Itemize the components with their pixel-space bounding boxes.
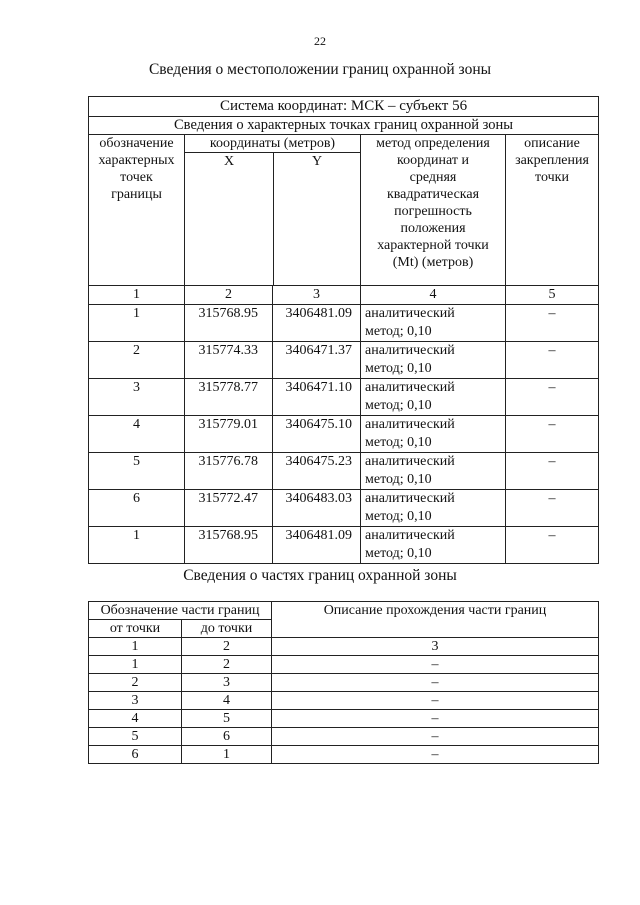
header-line: закрепления [515, 153, 589, 168]
description-cell: – [506, 305, 599, 342]
header-point-designation [89, 135, 185, 286]
part-description-cell: – [272, 692, 599, 710]
header-line: метод определения [376, 136, 490, 151]
table-row [89, 379, 599, 416]
description-cell: – [506, 342, 599, 379]
table-row [89, 453, 599, 490]
y-cell: 3406481.09 [273, 527, 361, 564]
method-line: метод; 0,10 [365, 546, 432, 561]
method-line: метод; 0,10 [365, 398, 432, 413]
y-cell: 3406471.10 [273, 379, 361, 416]
column-headers-row [89, 135, 599, 286]
point-cell: 1 [89, 527, 185, 564]
y-cell: 3406475.10 [273, 416, 361, 453]
header-line: границы [111, 187, 162, 202]
header-method [361, 135, 506, 286]
table-header-row [89, 602, 599, 620]
method-cell [361, 416, 506, 453]
x-cell: 315774.33 [185, 342, 273, 379]
header-line: точек [120, 170, 153, 185]
coordinates-table [88, 96, 599, 564]
from-point-cell: 6 [89, 746, 182, 764]
table-row [89, 710, 599, 728]
description-cell: – [506, 490, 599, 527]
from-point-cell: 3 [89, 692, 182, 710]
x-cell: 315776.78 [185, 453, 273, 490]
point-cell: 3 [89, 379, 185, 416]
y-cell: 3406483.03 [273, 490, 361, 527]
page-number: 22 [314, 34, 326, 48]
header-description [506, 135, 599, 286]
y-cell: 3406475.23 [273, 453, 361, 490]
column-number: 1 [89, 638, 182, 656]
part-description-cell: – [272, 674, 599, 692]
to-point-cell: 5 [182, 710, 272, 728]
method-line: метод; 0,10 [365, 472, 432, 487]
table-header-row [89, 97, 599, 117]
header-line: координат и [397, 153, 469, 168]
method-cell [361, 490, 506, 527]
column-numbers-row [89, 638, 599, 656]
table-row [89, 305, 599, 342]
table-row [89, 674, 599, 692]
header-line: характерной точки [377, 238, 489, 253]
column-number: 2 [185, 286, 273, 305]
table-row [89, 728, 599, 746]
table-row [89, 746, 599, 764]
header-line: погрешность [394, 204, 472, 219]
table-row [89, 342, 599, 379]
method-line: аналитический [365, 491, 455, 506]
method-line: аналитический [365, 454, 455, 469]
description-cell: – [506, 527, 599, 564]
header-part-description: Описание прохождения части границ [272, 602, 599, 638]
point-cell: 6 [89, 490, 185, 527]
description-cell: – [506, 416, 599, 453]
x-cell: 315772.47 [185, 490, 273, 527]
part-description-cell: – [272, 710, 599, 728]
part-description-cell: – [272, 656, 599, 674]
method-cell [361, 305, 506, 342]
header-from-point: от точки [89, 620, 182, 638]
y-cell: 3406471.37 [273, 342, 361, 379]
x-cell: 315768.95 [185, 527, 273, 564]
method-line: метод; 0,10 [365, 361, 432, 376]
point-cell: 5 [89, 453, 185, 490]
header-line: точки [535, 170, 569, 185]
table-row [89, 416, 599, 453]
header-x: X [185, 153, 274, 285]
table-row [89, 490, 599, 527]
to-point-cell: 6 [182, 728, 272, 746]
method-line: аналитический [365, 380, 455, 395]
x-cell: 315778.77 [185, 379, 273, 416]
method-cell [361, 453, 506, 490]
section-title-location: Сведения о местоположении границ охранной зоны [148, 61, 492, 78]
x-cell: 315768.95 [185, 305, 273, 342]
method-line: аналитический [365, 343, 455, 358]
table-header-row [89, 117, 599, 135]
description-cell: – [506, 379, 599, 416]
y-cell: 3406481.09 [273, 305, 361, 342]
header-line: средняя [409, 170, 457, 185]
header-line: обозначение [99, 136, 174, 151]
to-point-cell: 2 [182, 656, 272, 674]
part-description-cell: – [272, 728, 599, 746]
method-line: аналитический [365, 528, 455, 543]
method-cell [361, 527, 506, 564]
column-number: 2 [182, 638, 272, 656]
method-cell [361, 379, 506, 416]
from-point-cell: 2 [89, 674, 182, 692]
point-cell: 4 [89, 416, 185, 453]
header-coordinates [185, 135, 361, 286]
section-title-parts: Сведения о частях границ охранной зоны [183, 567, 457, 584]
method-line: аналитический [365, 417, 455, 432]
from-point-cell: 4 [89, 710, 182, 728]
from-point-cell: 1 [89, 656, 182, 674]
column-numbers-row [89, 286, 599, 305]
header-line: положения [400, 221, 466, 236]
part-description-cell: – [272, 746, 599, 764]
boundary-parts-table [88, 601, 599, 764]
header-line: описание [524, 136, 580, 151]
table-row [89, 527, 599, 564]
column-number: 3 [272, 638, 599, 656]
from-point-cell: 5 [89, 728, 182, 746]
method-line: метод; 0,10 [365, 324, 432, 339]
x-cell: 315779.01 [185, 416, 273, 453]
to-point-cell: 4 [182, 692, 272, 710]
to-point-cell: 3 [182, 674, 272, 692]
method-line: аналитический [365, 306, 455, 321]
point-cell: 2 [89, 342, 185, 379]
column-number: 4 [361, 286, 506, 305]
header-line: характерных [98, 153, 175, 168]
to-point-cell: 1 [182, 746, 272, 764]
table-row [89, 692, 599, 710]
method-line: метод; 0,10 [365, 435, 432, 450]
header-coordinates-label: координаты (метров) [185, 135, 360, 153]
header-line: (Mt) (метров) [392, 255, 474, 270]
header-part-designation: Обозначение части границ [89, 602, 272, 620]
method-cell [361, 342, 506, 379]
coordinate-system-header: Система координат: МСК – субъект 56 [89, 97, 599, 117]
header-y: Y [311, 154, 323, 169]
column-number: 5 [506, 286, 599, 305]
column-number: 3 [273, 286, 361, 305]
method-line: метод; 0,10 [365, 509, 432, 524]
points-info-header: Сведения о характерных точках границ охранной зоны [89, 117, 599, 135]
description-cell: – [506, 453, 599, 490]
header-line: квадратическая [386, 187, 480, 202]
header-to-point: до точки [182, 620, 272, 638]
column-number: 1 [89, 286, 185, 305]
point-cell: 1 [89, 305, 185, 342]
table-row [89, 656, 599, 674]
